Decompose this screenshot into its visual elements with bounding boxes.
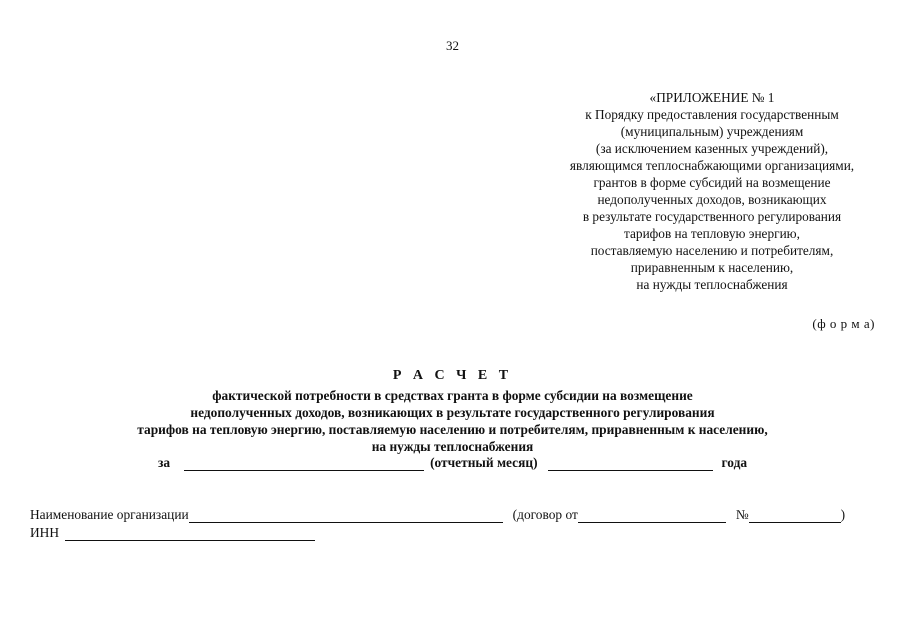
contract-date-field[interactable]	[578, 508, 726, 523]
inn-field[interactable]	[65, 526, 315, 541]
period-line	[158, 455, 747, 471]
appendix-line: приравненным к населению,	[630, 260, 794, 275]
appendix-line: «ПРИЛОЖЕНИЕ № 1	[649, 90, 775, 105]
period-date-field[interactable]	[184, 456, 424, 471]
organization-line	[30, 507, 845, 523]
appendix-line: грантов в форме субсидий на возмещение	[593, 175, 831, 190]
appendix-line: в результате государственного регулирования	[582, 209, 842, 224]
appendix-line: (за исключением казенных учреждений),	[595, 141, 829, 156]
inn-label: ИНН	[30, 525, 60, 540]
period-month-label: (отчетный месяц)	[430, 455, 538, 470]
contract-closing: )	[840, 507, 846, 522]
subtitle-line: фактической потребности в средствах гранта в форме субсидии на возмещение	[212, 388, 693, 403]
document-title: Р А С Ч Е Т	[392, 368, 513, 383]
subtitle-line: недополученных доходов, возникающих в результате государственного регулирования	[190, 405, 715, 420]
form-label: (ф о р м а)	[812, 316, 875, 331]
period-year-label: года	[721, 455, 748, 470]
period-year-field[interactable]	[548, 456, 713, 471]
appendix-line: недополученных доходов, возникающих	[597, 192, 827, 207]
page-number: 32	[446, 38, 459, 53]
appendix-line: являющимся теплоснабжающими организациями,	[569, 158, 855, 173]
appendix-line: тарифов на тепловую энергию,	[624, 226, 800, 241]
document-subtitle	[0, 387, 905, 455]
subtitle-line: на нужды теплоснабжения	[371, 439, 534, 454]
inn-line	[30, 525, 315, 541]
appendix-heading	[548, 89, 876, 293]
contract-number-label: №	[735, 507, 749, 522]
organization-name-field[interactable]	[189, 508, 503, 523]
appendix-line: на нужды теплоснабжения	[636, 277, 788, 292]
appendix-line: к Порядку предоставления государственным	[585, 107, 839, 122]
contract-number-field[interactable]	[749, 508, 841, 523]
period-prefix: за	[158, 455, 171, 470]
contract-label: (договор от	[512, 507, 578, 522]
appendix-line: поставляемую населению и потребителям,	[590, 243, 834, 258]
appendix-line: (муниципальным) учреждениям	[620, 124, 804, 139]
organization-label: Наименование организации	[30, 507, 189, 522]
subtitle-line: тарифов на тепловую энергию, поставляемую населению и потребителям, приравненным к населению,	[137, 422, 768, 437]
